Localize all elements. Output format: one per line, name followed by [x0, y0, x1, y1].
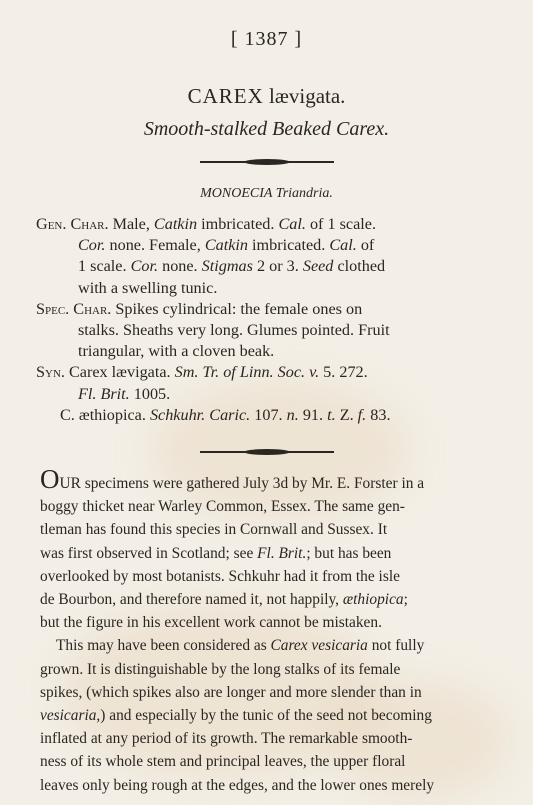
class-name: MONOECIA — [200, 186, 273, 201]
text-run: Cal. — [329, 236, 357, 255]
text-run: none. Female, — [105, 236, 205, 255]
spec-char-line: stalks. Sheaths very long. Glumes pointed. Fruit — [78, 321, 390, 340]
text-run: vesicaria — [40, 707, 97, 725]
spec-char-label: Spec. Char. — [36, 299, 112, 318]
genus-name: CAREX — [187, 84, 264, 108]
paragraph-line — [40, 565, 496, 588]
ornamental-rule — [200, 451, 334, 453]
text-run: 83. — [366, 405, 391, 424]
gen-char-line — [36, 214, 496, 235]
text-run: 107. — [250, 405, 287, 424]
gen-char-line — [36, 235, 496, 256]
common-name: Smooth-stalked Beaked Carex. — [143, 118, 390, 140]
character-block — [36, 214, 496, 426]
drop-cap: O — [40, 464, 60, 494]
text-run: Carex lævigata. — [68, 363, 175, 382]
synonym-text — [69, 363, 368, 381]
text-run: but the figure in his excellent work cannot be mistaken. — [40, 614, 382, 632]
paragraph-line — [40, 774, 496, 797]
paragraph-line — [40, 495, 496, 518]
paragraph-line — [40, 542, 496, 565]
text-run: Fl. Brit. — [78, 384, 130, 403]
text-run: ; — [403, 591, 408, 609]
text-run: Male, — [112, 215, 154, 233]
spec-char-text: Spikes cylindrical: the female ones on — [115, 299, 363, 318]
text-run: grown. It is distinguishable by the long stalks of its female — [40, 660, 401, 678]
gen-char-line — [36, 256, 496, 277]
text-run: Fl. Brit. — [257, 544, 307, 562]
synonym-line — [36, 362, 496, 383]
gen-char-line — [36, 278, 496, 299]
linnaean-class — [0, 186, 533, 202]
paragraph-text — [60, 475, 425, 492]
text-run: C. æthiopica. — [60, 405, 150, 424]
paragraph-line — [40, 727, 496, 750]
text-run: was first observed in Scotland; see — [40, 544, 258, 562]
synonym-label: Syn. — [36, 363, 65, 382]
text-run: This may have been considered as — [56, 637, 271, 655]
paragraph-line — [40, 750, 496, 773]
text-run: de Bourbon, and therefore named it, not happily, — [40, 591, 343, 609]
paragraph-line — [40, 681, 496, 704]
text-run: overlooked by most botanists. Schkuhr had it from the isle — [40, 567, 400, 585]
text-run: Stigmas — [201, 257, 253, 276]
gen-char-text — [113, 215, 376, 233]
paragraph-line — [40, 588, 496, 611]
text-run: spikes, (which spikes also are longer and more slender than in — [40, 683, 422, 701]
paragraph-line — [40, 518, 496, 541]
synonym-line — [36, 384, 496, 405]
text-run: Sm. Tr. of Linn. Soc. v. — [174, 363, 320, 382]
text-run: 1 scale. — [78, 257, 131, 276]
text-run: 1005. — [129, 384, 171, 403]
text-run: none. — [158, 257, 202, 276]
text-run: Schkuhr. Caric. — [149, 405, 251, 424]
text-run: 5. 272. — [319, 363, 368, 382]
description-text — [40, 464, 496, 797]
paragraph-line — [40, 464, 496, 495]
text-run: Cor. — [78, 236, 106, 255]
text-run: t. — [327, 405, 336, 424]
text-run: leaves only being rough at the edges, and the lower ones merely — [40, 776, 435, 794]
text-run: n. — [286, 405, 299, 424]
spec-char-line — [36, 299, 496, 320]
text-run: boggy thicket near Warley Common, Essex. The same gen- — [40, 498, 405, 516]
text-run: Catkin — [153, 215, 198, 233]
paragraph-line — [40, 611, 496, 634]
paragraph-line — [40, 658, 496, 681]
text-run: inflated at any period of its growth. The remarkable smooth- — [40, 730, 413, 748]
paragraph-line — [40, 704, 496, 727]
text-run: of 1 scale. — [305, 215, 377, 233]
text-run: Cor. — [130, 257, 159, 276]
text-run: imbricated. — [197, 215, 279, 233]
text-run: ; but has been — [306, 544, 392, 562]
text-run: Z. — [335, 405, 358, 424]
text-run: f. — [357, 405, 367, 424]
text-run: UR specimens were gathered July 3d by Mr. E. Forster in a — [59, 475, 425, 492]
page-number: [ 1387 ] — [230, 28, 303, 50]
text-run: with a swelling tunic. — [78, 278, 218, 297]
text-run: Catkin — [204, 236, 248, 255]
text-run: imbricated. — [247, 236, 330, 255]
text-run: ,) and especially by the tunic of the seed not becoming — [96, 707, 432, 725]
paragraph-line — [40, 634, 496, 657]
text-run: Seed — [302, 257, 334, 276]
synonym-line — [36, 405, 496, 426]
text-run: 91. — [298, 405, 328, 424]
spec-char-line: triangular, with a cloven beak. — [78, 342, 275, 361]
text-run: ness of its whole stem and principal leaves, the upper floral — [40, 753, 406, 771]
text-run: of — [356, 236, 375, 255]
species-name: lævigata. — [269, 84, 346, 108]
text-run: 2 or 3. — [252, 257, 303, 276]
text-run: Carex vesicaria — [270, 637, 368, 655]
text-run: æthiopica — [342, 591, 404, 609]
text-run: clothed — [333, 257, 386, 276]
text-run: Cal. — [278, 215, 306, 233]
gen-char-label: Gen. Char. — [36, 215, 109, 233]
text-run: tleman has found this species in Cornwall and Sussex. It — [40, 521, 388, 539]
order-name: Triandria. — [275, 186, 333, 201]
ornamental-rule — [200, 161, 334, 163]
text-run: not fully — [367, 637, 425, 655]
plant-title — [0, 84, 533, 109]
